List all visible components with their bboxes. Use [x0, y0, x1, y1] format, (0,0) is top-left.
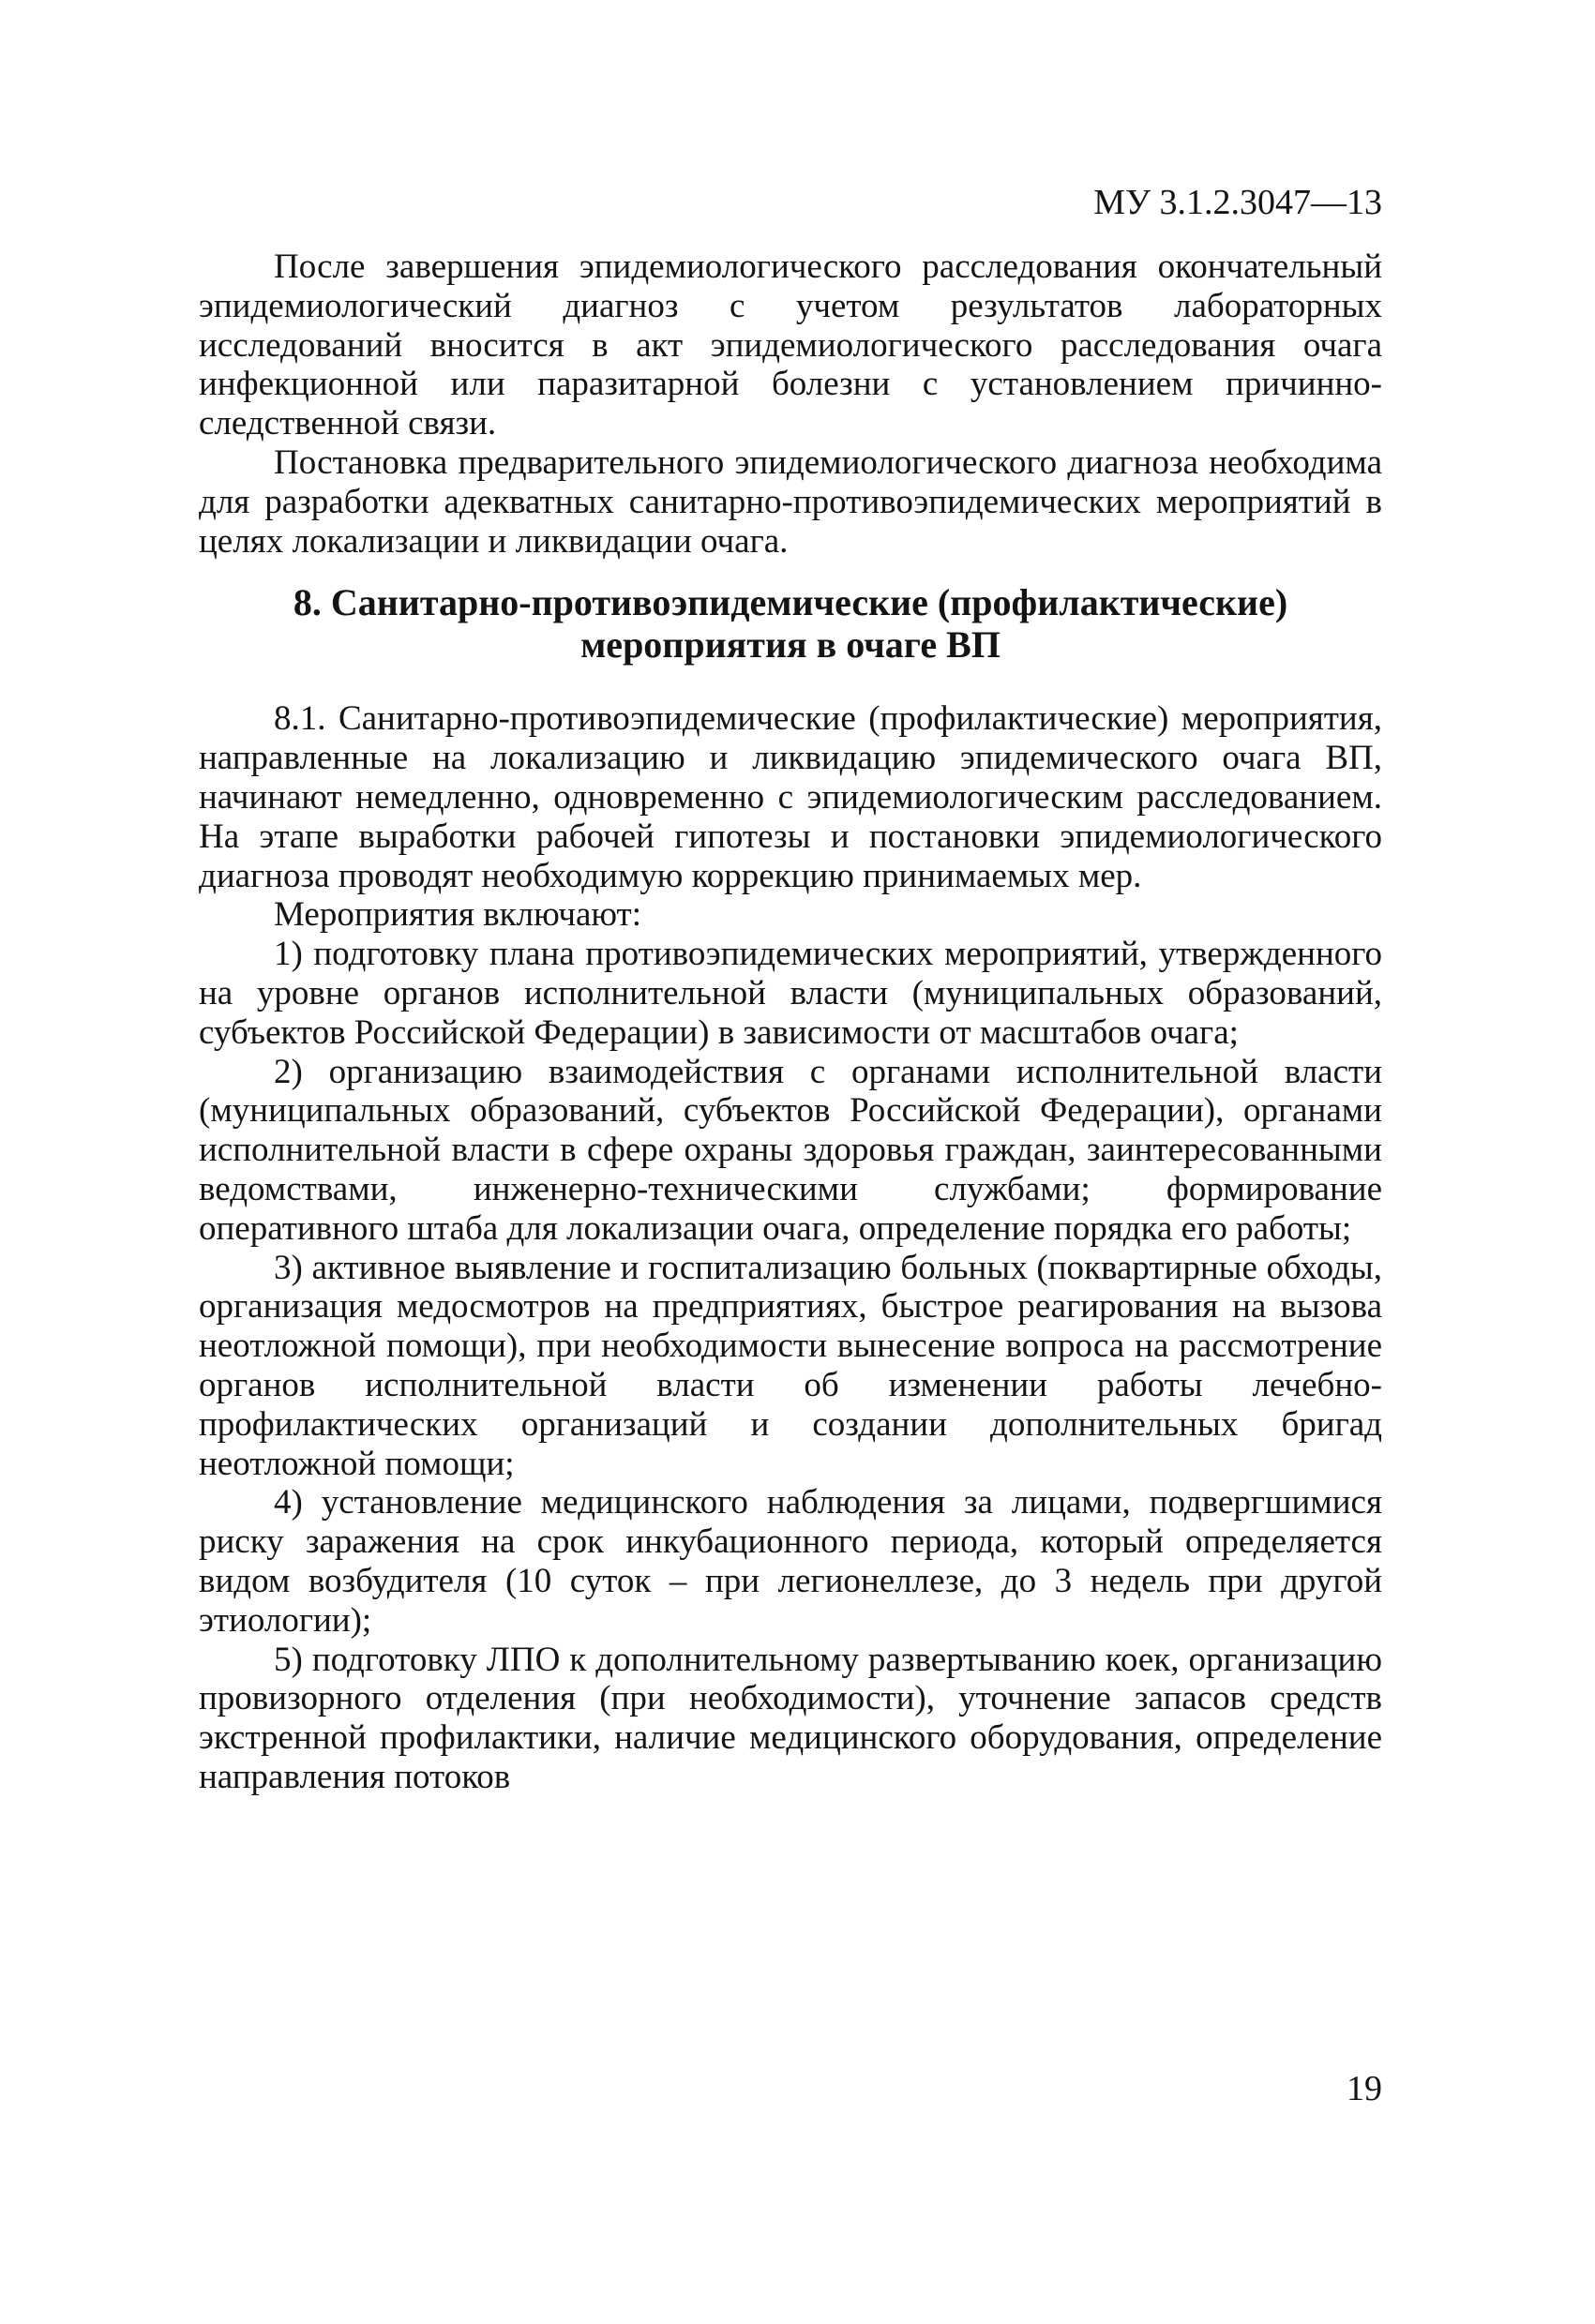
measure-item-1: 1) подготовку плана противоэпидемических мероприятий, утвержденного на уровне органов исполнительной власти (муниципальных образований, субъектов Российской Федерации) в зависимости от масштабов очага; [199, 935, 1382, 1052]
document-page [199, 178, 1382, 1797]
measure-item-4: 4) установление медицинского наблюдения за лицами, подвергшимися риску заражения на срок инкубационного периода, который определяется видом возбудителя (10 суток – при легионеллезе, до 3 недель при другой этиологии); [199, 1483, 1382, 1640]
page-number: 19 [1347, 2069, 1382, 2108]
measures-intro: Мероприятия включают: [274, 895, 641, 935]
paragraph-final-diagnosis: После завершения эпидемиологического расследования окончательный эпидемиологический диагноз с учетом результатов лабораторных исследований вносится в акт эпидемиологического расследования очага инфекционной или паразитарной болезни с установлением причинно-следственной связи. [199, 247, 1382, 443]
section-title-line-2: мероприятия в очаге ВП [580, 623, 1001, 667]
paragraph-preliminary-diagnosis: Постановка предварительного эпидемиологического диагноза необходима для разработки адекватных санитарно-противоэпидемических мероприятий в целях локализации и ликвидации очага. [199, 442, 1382, 561]
paragraph-8-1: 8.1. Санитарно-противоэпидемические (профилактические) мероприятия, направленные на локализацию и ликвидацию эпидемического очага ВП, начинают немедленно, одновременно с эпидемиологическим расследованием. На этапе выработки рабочей гипотезы и постановки эпидемиологического диагноза проводят необходимую коррекцию принимаемых мер. [199, 699, 1382, 895]
document-code: МУ 3.1.2.3047—13 [1093, 183, 1382, 222]
section-title-line-1: 8. Санитарно-противоэпидемические (профилактические) [293, 581, 1288, 624]
measure-item-5: 5) подготовку ЛПО к дополнительному развертыванию коек, организацию провизорного отделения (при необходимости), уточнение запасов средств экстренной профилактики, наличие медицинского оборудования, определение направления потоков [199, 1640, 1382, 1796]
section-title [199, 581, 1382, 666]
measure-item-2: 2) организацию взаимодействия с органами исполнительной власти (муниципальных образований, субъектов Российской Федерации), органами исполнительной власти в сфере охраны здоровья граждан, заинтересованными ведомствами, инженерно-техническими службами; формирование оперативного штаба для локализации очага, определение порядка его работы; [199, 1052, 1382, 1248]
measure-item-3: 3) активное выявление и госпитализацию больных (поквартирные обходы, организация медосмотров на предприятиях, быстрое реагирования на вызова неотложной помощи), при необходимости вынесение вопроса на рассмотрение органов исполнительной власти об изменении работы лечебно-профилактических организаций и создании дополнительных бригад неотложной помощи; [199, 1248, 1382, 1483]
